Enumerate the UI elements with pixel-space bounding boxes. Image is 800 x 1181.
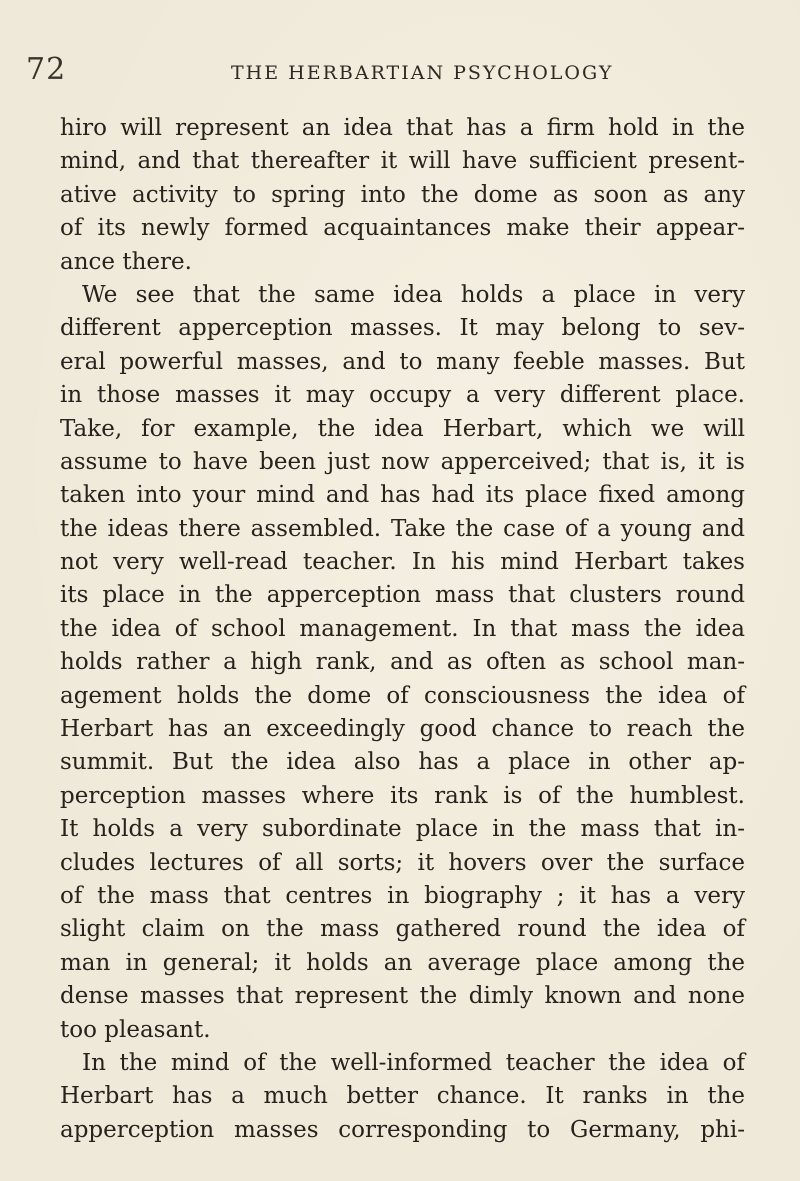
text-line: man in general; it holds an average place among the [60, 949, 745, 976]
text-line: ative activity to spring into the dome as soon as any [60, 181, 745, 208]
text-line: ance there. [60, 248, 192, 275]
page-header [26, 52, 706, 92]
text-line: of its newly formed acquaintances make their appear- [60, 215, 745, 242]
text-line: its place in the apperception mass that clusters round [60, 582, 745, 609]
body-text [60, 112, 745, 1147]
text-line: hiro will represent an idea that has a firm hold in the [60, 115, 745, 141]
text-line: of the mass that centres in biography ; it has a very [60, 882, 745, 909]
text-line: eral powerful masses, and to many feeble masses. But [60, 348, 745, 375]
text-line: Herbart has a much better chance. It ranks in the [60, 1083, 745, 1110]
text-line: In the mind of the well-informed teacher the idea of [82, 1049, 745, 1076]
text-line: too pleasant. [60, 1016, 211, 1043]
text-line: mind, and that thereafter it will have sufficient present- [60, 148, 745, 175]
text-line: in those masses it may occupy a very different place. [60, 382, 745, 409]
text-line: not very well-read teacher. In his mind Herbart takes [60, 549, 745, 576]
text-line: taken into your mind and has had its place fixed among [60, 482, 745, 509]
text-line: summit. But the idea also has a place in other ap- [60, 749, 745, 776]
text-line: slight claim on the mass gathered round the idea of [60, 916, 745, 943]
text-line: assume to have been just now apperceived; that is, it is [60, 448, 745, 475]
text-line: the idea of school management. In that mass the idea [60, 615, 745, 642]
text-line: dense masses that represent the dimly known and none [60, 983, 745, 1010]
text-line: It holds a very subordinate place in the mass that in- [60, 816, 745, 843]
text-line: agement holds the dome of consciousness the idea of [60, 682, 745, 709]
text-line: Take, for example, the idea Herbart, which we will [60, 415, 745, 442]
text-line: perception masses where its rank is of the humblest. [60, 782, 745, 809]
text-line: We see that the same idea holds a place in very [82, 281, 745, 308]
text-line: the ideas there assembled. Take the case of a young and [60, 515, 745, 542]
text-line: different apperception masses. It may belong to sev- [60, 315, 745, 342]
text-line: Herbart has an exceedingly good chance to reach the [60, 716, 745, 743]
text-line: cludes lectures of all sorts; it hovers over the surface [60, 849, 745, 876]
running-head: THE HERBARTIAN PSYCHOLOGY [231, 62, 614, 84]
text-line: holds rather a high rank, and as often as school man- [60, 649, 745, 676]
text-line: apperception masses corresponding to Germany, phi- [60, 1116, 745, 1143]
page-number: 72 [26, 52, 67, 87]
